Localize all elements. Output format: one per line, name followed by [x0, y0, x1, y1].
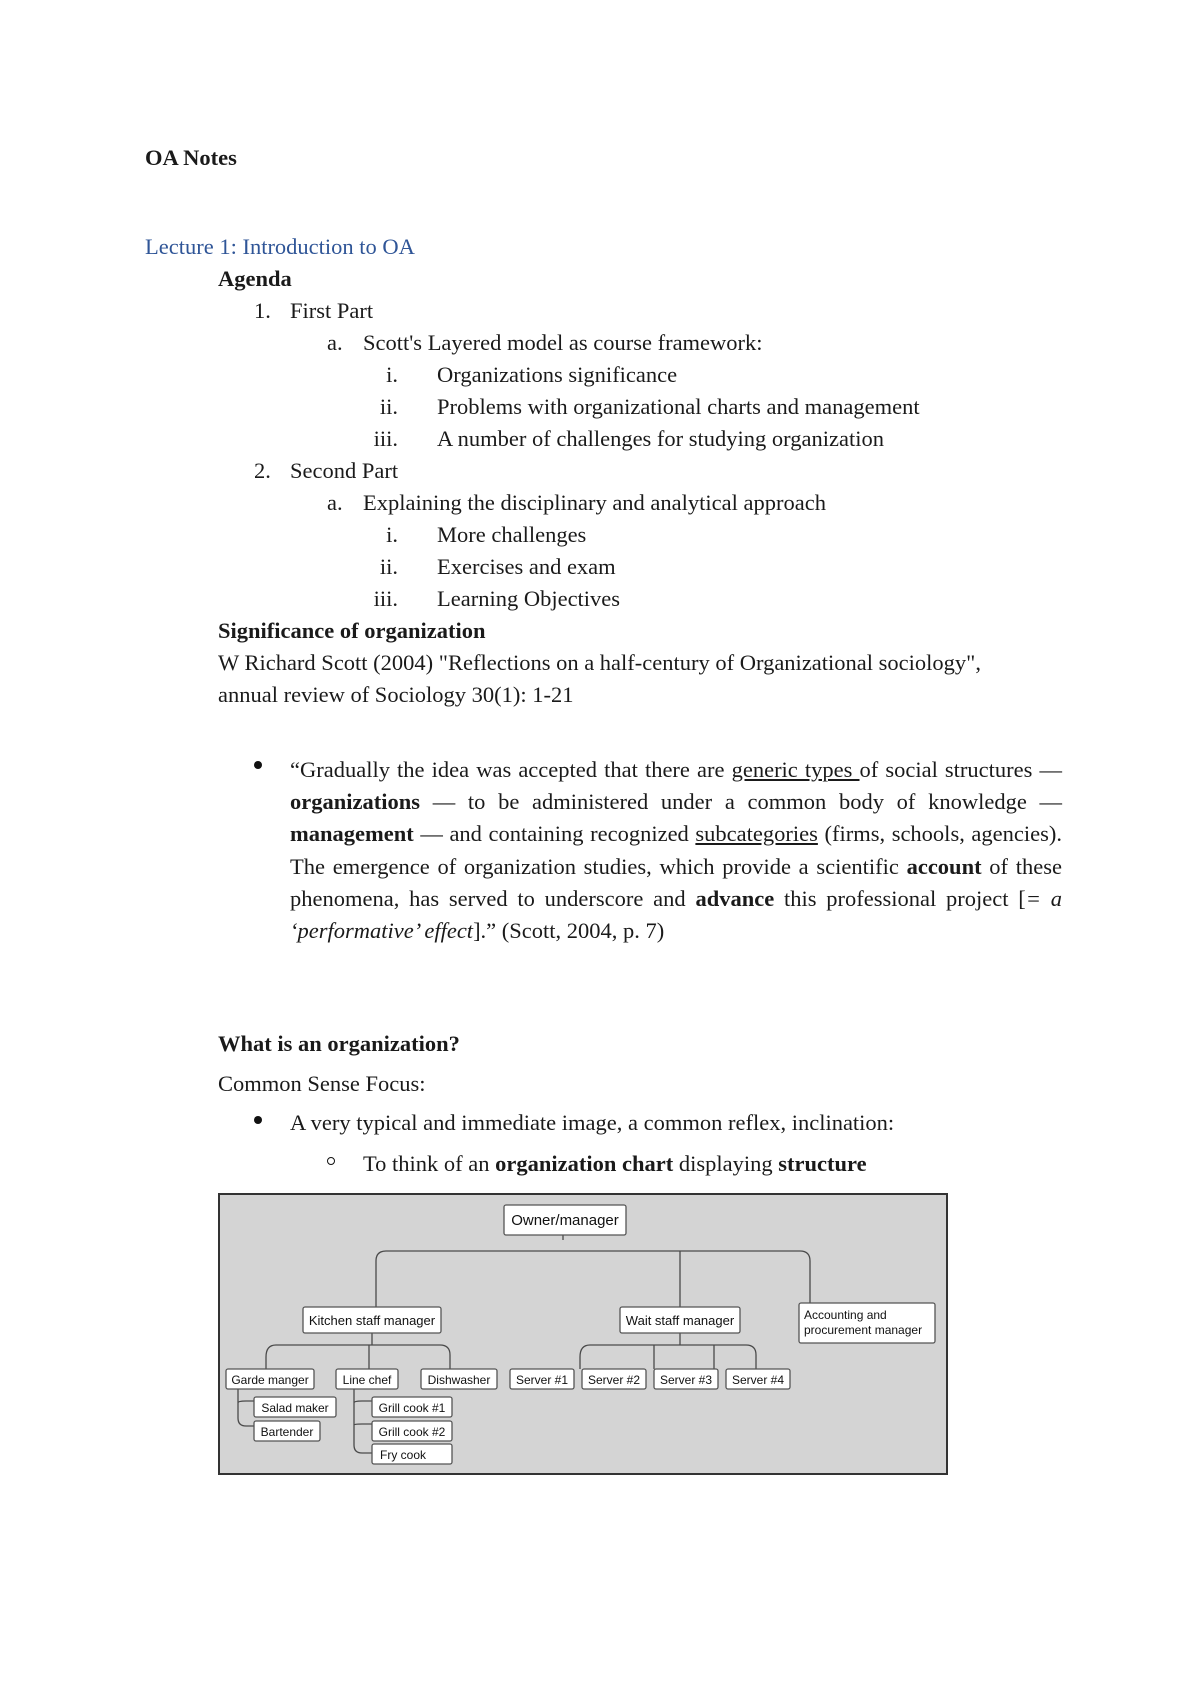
agenda-item-first-part: First Part [290, 298, 374, 323]
agenda-heading: Agenda [218, 266, 292, 291]
list-item: More challenges [437, 522, 587, 547]
document-title: OA Notes [145, 145, 237, 170]
kitchen-label: Kitchen staff manager [308, 1313, 436, 1328]
agenda-subitem: Scott's Layered model as course framework: [363, 330, 763, 355]
list-roman: i. [386, 522, 398, 547]
grill2-label: Grill cook #2 [378, 1425, 446, 1439]
focus-label: Common Sense Focus: [218, 1071, 426, 1096]
agenda-subitem: Explaining the disciplinary and analytical approach [363, 490, 826, 515]
list-number: 1. [254, 298, 271, 323]
bullet-icon [254, 1116, 262, 1124]
grill1-label: Grill cook #1 [378, 1401, 446, 1415]
agenda-item-second-part: Second Part [290, 458, 399, 483]
salad-label: Salad maker [261, 1401, 329, 1415]
section-heading-what-is: What is an organization? [218, 1031, 460, 1056]
bullet-text: A very typical and immediate image, a common reflex, inclination: [290, 1110, 895, 1135]
list-item: Learning Objectives [437, 586, 621, 611]
line-chef-label: Line chef [342, 1373, 392, 1387]
list-roman: iii. [373, 426, 398, 451]
bartender-label: Bartender [260, 1425, 314, 1439]
list-item: Exercises and exam [437, 554, 616, 579]
list-item: Organizations significance [437, 362, 678, 387]
organization-chart-figure [218, 1193, 948, 1475]
dishwasher-label: Dishwasher [427, 1373, 491, 1387]
hollow-bullet-icon [327, 1157, 335, 1165]
bullet-icon [254, 761, 262, 769]
accounting-label: Accounting and [804, 1308, 887, 1322]
section-heading-significance: Significance of organization [218, 618, 486, 643]
list-roman: ii. [379, 394, 398, 419]
sub-bullet-text: To think of an organization chart displaying structure [363, 1151, 867, 1176]
list-roman: iii. [373, 586, 398, 611]
garde-label: Garde manger [231, 1373, 309, 1387]
list-letter: a. [327, 330, 343, 355]
accounting-label: procurement manager [804, 1323, 923, 1337]
list-roman: i. [386, 362, 398, 387]
citation-line: annual review of Sociology 30(1): 1-21 [218, 682, 574, 707]
list-number: 2. [254, 458, 271, 483]
scott-quote: “Gradually the idea was accepted that there are generic types of social structures — organizations — to be administered under a common body of knowledge — management — and containing recognized subcategories (firms, schools, agencies). The emergence of organization studies, which provide a scientific account of these phenomena, has served to underscore and advance this professional project [= a ‘performative’ effect].” (Scott, 2004, p. 7) [290, 757, 1063, 944]
list-item: Problems with organizational charts and management [437, 394, 920, 419]
list-item: A number of challenges for studying organization [437, 426, 884, 451]
list-letter: a. [327, 490, 343, 515]
wait-label: Wait staff manager [625, 1313, 735, 1328]
server-label: Server #1 [515, 1373, 569, 1387]
list-roman: ii. [379, 554, 398, 579]
server-label: Server #4 [731, 1373, 785, 1387]
lecture-heading: Lecture 1: Introduction to OA [145, 234, 415, 259]
owner-label: Owner/manager [511, 1212, 619, 1229]
server-label: Server #2 [587, 1373, 641, 1387]
server-label: Server #3 [659, 1373, 713, 1387]
fry-label: Fry cook [380, 1448, 427, 1462]
citation-line: W Richard Scott (2004) "Reflections on a half-century of Organizational sociology", [218, 650, 981, 675]
